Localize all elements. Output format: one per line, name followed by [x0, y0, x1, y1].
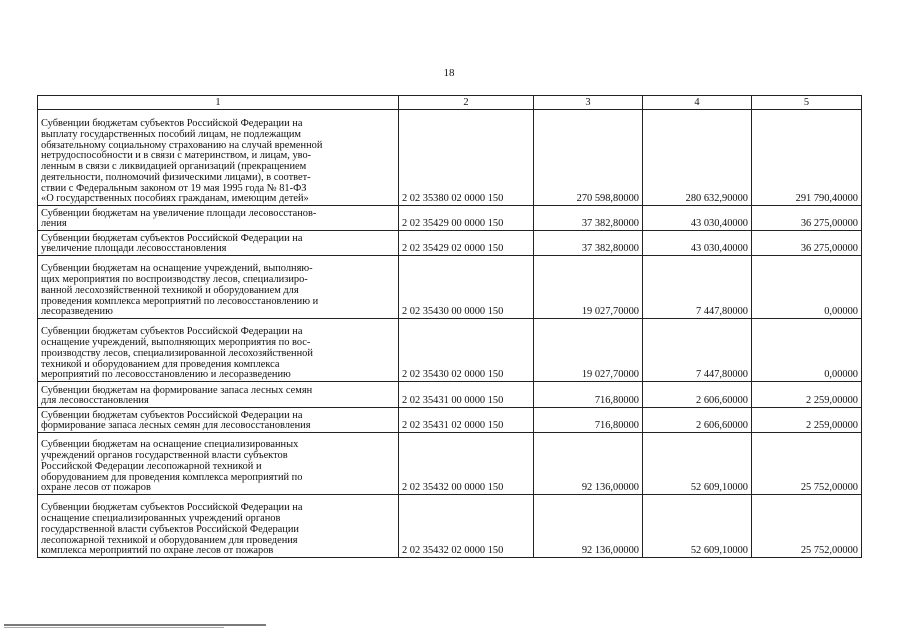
row-description: Субвенции бюджетам субъектов Российской Федерации на оснащение специализированных учреждений органов государственной власти субъектов Российской Федерации лесопожарной техникой и оборудованием для проведения комплекса мероприятий по охране лесов от пожаров [38, 495, 399, 558]
row-value-col3: 92 136,00000 [534, 433, 643, 495]
row-value-col4: 52 609,10000 [643, 433, 752, 495]
row-value-col3: 92 136,00000 [534, 495, 643, 558]
table-row [38, 231, 862, 256]
row-value-col3: 716,80000 [534, 382, 643, 408]
row-value-col4: 52 609,10000 [643, 495, 752, 558]
row-description: Субвенции бюджетам субъектов Российской Федерации на оснащение учреждений, выполняющих мероприятия по вос- производству лесов, специализированной лесохозяйственной техникой и оборудованием для проведения комплекса мероприятий по лесовосстановлению и лесоразведению [38, 319, 399, 382]
scan-edge-divider-lower [4, 627, 224, 628]
column-header-4: 4 [643, 96, 752, 110]
row-budget-code: 2 02 35430 02 0000 150 [399, 319, 534, 382]
table-row [38, 433, 862, 495]
row-value-col5: 25 752,00000 [752, 495, 862, 558]
row-value-col4: 7 447,80000 [643, 319, 752, 382]
row-description: Субвенции бюджетам субъектов Российской Федерации на формирование запаса лесных семян для лесовосстановления [38, 408, 399, 433]
row-budget-code: 2 02 35380 02 0000 150 [399, 110, 534, 206]
row-value-col3: 19 027,70000 [534, 256, 643, 319]
column-header-2: 2 [399, 96, 534, 110]
table-row [38, 382, 862, 408]
table-header-row [38, 96, 862, 110]
row-value-col3: 37 382,80000 [534, 206, 643, 231]
row-description: Субвенции бюджетам на оснащение специализированных учреждений органов государственной власти субъектов Российской Федерации лесопожарной техникой и оборудованием для проведения комплекса мероприятий по охране лесов от пожаров [38, 433, 399, 495]
scan-edge-divider [4, 624, 266, 626]
row-description: Субвенции бюджетам субъектов Российской Федерации на увеличение площади лесовосстановления [38, 231, 399, 256]
row-value-col4: 2 606,60000 [643, 408, 752, 433]
table-row [38, 408, 862, 433]
row-value-col5: 36 275,00000 [752, 231, 862, 256]
row-budget-code: 2 02 35432 00 0000 150 [399, 433, 534, 495]
row-description: Субвенции бюджетам на формирование запаса лесных семян для лесовосстановления [38, 382, 399, 408]
column-header-1: 1 [38, 96, 399, 110]
row-value-col5: 2 259,00000 [752, 382, 862, 408]
row-budget-code: 2 02 35432 02 0000 150 [399, 495, 534, 558]
row-value-col5: 0,00000 [752, 319, 862, 382]
row-value-col5: 291 790,40000 [752, 110, 862, 206]
row-budget-code: 2 02 35431 00 0000 150 [399, 382, 534, 408]
table-row [38, 319, 862, 382]
row-value-col4: 7 447,80000 [643, 256, 752, 319]
row-budget-code: 2 02 35430 00 0000 150 [399, 256, 534, 319]
table-row [38, 495, 862, 558]
row-budget-code: 2 02 35431 02 0000 150 [399, 408, 534, 433]
row-value-col3: 37 382,80000 [534, 231, 643, 256]
budget-table [37, 95, 862, 558]
row-value-col4: 43 030,40000 [643, 206, 752, 231]
row-budget-code: 2 02 35429 00 0000 150 [399, 206, 534, 231]
row-description: Субвенции бюджетам на оснащение учреждений, выполняю- щих мероприятия по воспроизводству лесов, специализиро- ванной лесохозяйственной техникой и оборудованием для проведения комплекса мероприятий по лесовосстановлению и лесоразведению [38, 256, 399, 319]
row-description: Субвенции бюджетам субъектов Российской Федерации на выплату государственных пособий лицам, не подлежащим обязательному социальному страхованию на случай временной нетрудоспособности и в связи с материнством, и лицам, уво- ленным в связи с ликвидацией организаций (прекращением деятельности, полномочий физическими лицами), в соответ- ствии с Федеральным законом от 19 мая 1995 года № 81-ФЗ «О государственных пособиях гражданам, имеющим детей» [38, 110, 399, 206]
row-value-col5: 36 275,00000 [752, 206, 862, 231]
row-value-col5: 0,00000 [752, 256, 862, 319]
column-header-3: 3 [534, 96, 643, 110]
row-value-col4: 280 632,90000 [643, 110, 752, 206]
row-value-col4: 2 606,60000 [643, 382, 752, 408]
table-row [38, 256, 862, 319]
page-number: 18 [443, 67, 455, 79]
row-value-col3: 716,80000 [534, 408, 643, 433]
table-row [38, 110, 862, 206]
row-value-col4: 43 030,40000 [643, 231, 752, 256]
column-header-5: 5 [752, 96, 862, 110]
row-value-col5: 2 259,00000 [752, 408, 862, 433]
row-value-col5: 25 752,00000 [752, 433, 862, 495]
row-budget-code: 2 02 35429 02 0000 150 [399, 231, 534, 256]
row-description: Субвенции бюджетам на увеличение площади лесовосстанов- ления [38, 206, 399, 231]
row-value-col3: 270 598,80000 [534, 110, 643, 206]
table-row [38, 206, 862, 231]
row-value-col3: 19 027,70000 [534, 319, 643, 382]
